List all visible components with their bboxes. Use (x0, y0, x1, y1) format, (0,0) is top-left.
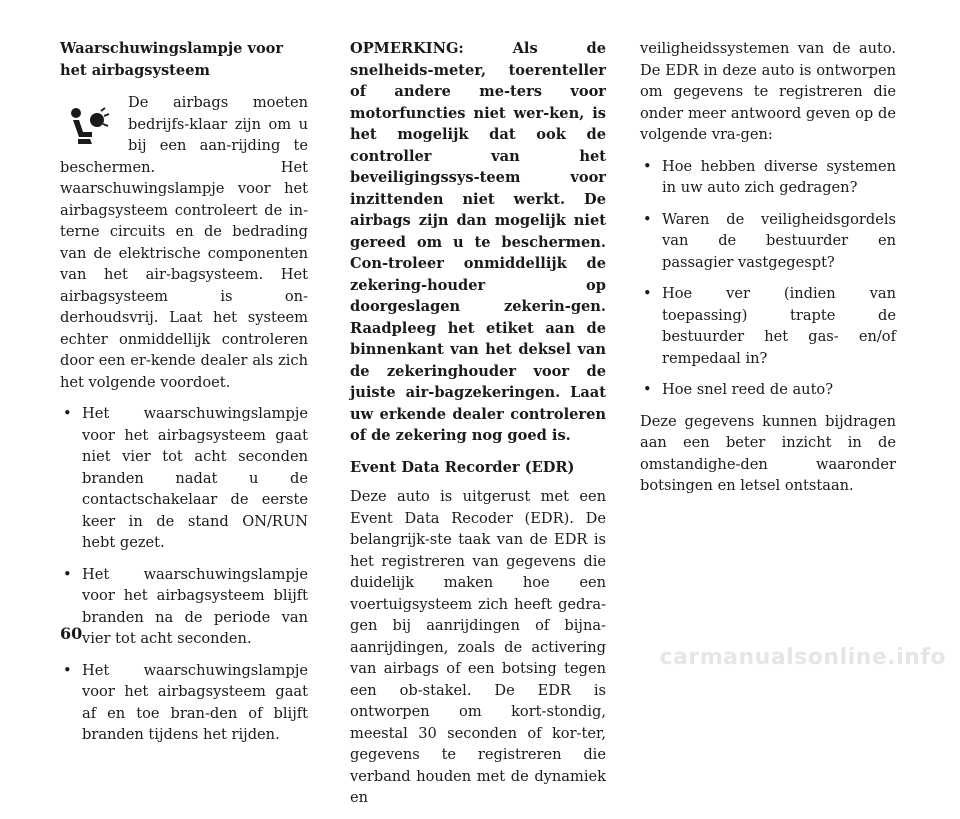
page-number: 60 (60, 624, 83, 643)
note-paragraph: OPMERKING: Als de snelheids-meter, toerenteller of andere me-ters voor motorfuncties niet wer-ken, is het mogelijk dat ook de controller van het beveiligingssys-teem voor inzittenden niet werkt. De airbags zijn dan mogelijk niet gereed om u te beschermen. Con-troleer onmiddellijk de zekering-houder op doorgeslagen zekerin-gen. Raadpleeg het etiket aan de binnenkant van het deksel van de zekeringhouder voor de juiste air-bagzekeringen. Laat uw erkende dealer controleren of de zekering nog goed is. (350, 40, 606, 444)
airbag-intro-text: De airbags moeten bedrijfs-klaar zijn om u bij een aan-rijding te beschermen. Het waarschuwingslampje voor het airbagsysteem controleert de in-terne circuits en de bedrading van de elektrische componenten van het air-bagsysteem. Het airbagsysteem is on-derhoudsvrij. Laat het systeem echter onmiddellijk controleren door een er-kende dealer als zich het volgende voordoet. (60, 94, 308, 391)
bullet-icon: • (63, 565, 72, 583)
section-heading-airbag-warning: Waarschuwingslampje voor het airbagsysteem (60, 40, 284, 79)
section-heading-edr: Event Data Recorder (EDR) (350, 458, 575, 476)
list-item: • Hoe snel reed de auto? (640, 379, 896, 401)
bullet-icon: • (643, 285, 652, 302)
airbag-bullet-list (60, 403, 308, 746)
column-left (60, 38, 308, 756)
list-item: • Hoe ver (indien van toepassing) trapte de bestuurder het gas- en/of rempedaal in? (643, 285, 896, 367)
list-item: • Het waarschuwingslampje voor het airbagsysteem blijft branden na de periode van vier tot acht seconden. (63, 565, 308, 647)
column-right (640, 38, 896, 507)
bullet-icon: • (63, 405, 72, 422)
airbag-warning-icon-graphic (66, 106, 112, 146)
edr-body-text: Deze auto is uitgerust met een Event Data Recoder (EDR). De belangrijk-ste taak van de EDR is het registreren van gegevens die duidelijk maken hoe een voertuigsysteem zich heeft gedra-gen bij aanrijdingen of bijna-aanrijdingen, zoals de activering van airbags of een botsing tegen een ob-stakel. De EDR is ontworpen om kort-stondig, meestal 30 seconden of kor-ter, gegevens te registreren die verband houden met de dynamiek en (350, 488, 606, 806)
edr-outro-text: Deze gegevens kunnen bijdragen aan een beter inzicht in de omstandighe-den waaronder botsingen en letsel ontstaan. (640, 412, 896, 494)
list-item: • Waren de veiligheidsgordels van de bestuurder en passagier vastgegespt? (643, 210, 896, 271)
bullet-icon: • (63, 661, 72, 679)
list-item: • Hoe hebben diverse systemen in uw auto zich gedragen? (643, 157, 896, 196)
bullet-icon: • (643, 157, 652, 175)
list-item: • Het waarschuwingslampje voor het airbagsysteem gaat af en toe bran-den of blijft branden tijdens het rijden. (63, 661, 308, 743)
edr-continued-text: veiligheidssystemen van de auto. De EDR in deze auto is ontworpen om gegevens te registreren die onder meer antwoord geven op de volgende vra-gen: (640, 40, 896, 143)
column-middle (350, 38, 606, 819)
edr-question-list (640, 156, 896, 401)
airbag-warning-icon (60, 96, 120, 152)
watermark: carmanualsonline.info (659, 645, 946, 670)
bullet-icon: • (643, 210, 652, 228)
bullet-icon: • (643, 381, 652, 398)
list-item: • Het waarschuwingslampje voor het airbagsysteem gaat niet vier tot acht seconden branden nadat u de contactschakelaar de eerste keer in de stand ON/RUN hebt gezet. (63, 405, 308, 551)
